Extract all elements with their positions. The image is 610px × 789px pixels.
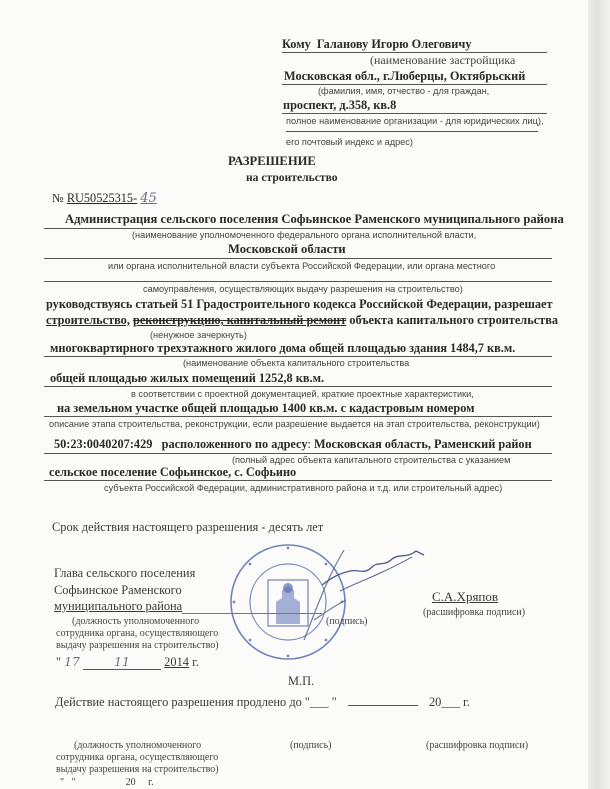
object-address-2: сельское поселение Софьинское, с. Софьино	[49, 465, 297, 479]
authority-hint-3: самоуправления, осуществляющих выдачу разрешения на строительство)	[143, 284, 463, 294]
date-month: 11	[83, 655, 161, 670]
signer-position-1: Глава сельского поселения	[54, 566, 196, 580]
signer-hint-3: выдачу разрешения на строительство)	[56, 640, 219, 651]
stage-hint: описание этапа строительства, реконструкции, если разрешение выдается на этап строительства, реконструкции)	[49, 419, 540, 429]
issue-date	[56, 655, 199, 670]
kind-kept: строительство,	[46, 313, 130, 327]
authority-hint-1: (наименование уполномоченного федерального органа исполнительной власти,	[132, 230, 477, 240]
address-hint-2: субъекта Российской Федерации, административного района и т.д. или строительный адрес)	[104, 483, 503, 493]
signer-hint-1: (должность уполномоченного	[72, 616, 200, 627]
extension-name-hint: (расшифровка подписи)	[426, 740, 529, 751]
date-suffix: г.	[192, 655, 199, 669]
rule	[282, 84, 547, 85]
title-sub: на строительство	[246, 171, 338, 184]
rule	[44, 386, 552, 387]
signer-name: С.А.Хряпов	[432, 589, 499, 604]
addressee-to	[282, 37, 471, 51]
signer-hint-2: сотрудника органа, осуществляющего	[56, 628, 219, 639]
addressee-hint-2: (фамилия, имя, отчество - для граждан,	[318, 86, 490, 96]
addressee-address-1: Московская обл., г.Люберцы, Октябрьский	[284, 69, 526, 83]
kind-tail: объекта капитального строительства	[349, 313, 558, 327]
extension-date-stub: " " 20 г.	[60, 777, 154, 788]
rule	[44, 281, 552, 282]
kind-struck: реконструкцию, капитальный ремонт	[132, 313, 347, 327]
signer-name-hint: (расшифровка подписи)	[423, 607, 526, 618]
address-hint-1: (полный адрес объекта капитального строительства с указанием	[232, 455, 511, 465]
signature-hint: (подпись)	[326, 616, 368, 627]
rule	[44, 416, 552, 417]
extension-month-field	[348, 705, 418, 706]
located-label: расположенного по адресу	[161, 437, 308, 451]
authority-name: Администрация сельского поселения Софьинское Раменского муниципального района	[65, 212, 564, 226]
rule	[44, 258, 552, 259]
document-subtitle	[246, 171, 338, 184]
title-main: РАЗРЕШЕНИЕ	[228, 154, 316, 168]
rule	[44, 356, 552, 357]
permit-number	[52, 191, 182, 207]
plot-description: на земельном участке общей площадью 1400 кв.м. с кадастровым номером	[57, 401, 475, 415]
extension-signature-hint: (подпись)	[290, 740, 332, 751]
addressee-address-2: проспект, д.358, кв.8	[283, 98, 397, 112]
number-code: RU50525315-	[66, 191, 138, 205]
rule	[286, 131, 538, 132]
signature-line	[182, 613, 322, 614]
strike-hint: (ненужное зачеркнуть)	[150, 330, 247, 340]
extension-line	[55, 695, 470, 709]
extension-hint-3: выдачу разрешения на строительство)	[56, 764, 219, 775]
construction-kind	[46, 313, 558, 327]
date-year: 2014	[164, 655, 189, 669]
rule	[44, 453, 552, 454]
handwritten-signature-icon	[320, 545, 430, 595]
extension-hint-2: сотрудника органа, осуществляющего	[56, 752, 219, 763]
rule	[282, 113, 547, 114]
extension-hint-1: (должность уполномоченного	[74, 740, 202, 751]
number-sign: №	[52, 191, 64, 205]
date-quote: "	[56, 655, 62, 669]
authority-hint-2: или органа исполнительной власти субъекта Российской Федерации, или органа местного	[108, 261, 496, 271]
authority-region: Московской области	[228, 242, 346, 256]
extension-text: Действие настоящего разрешения продлено до "___ "	[55, 695, 337, 709]
rule	[44, 480, 552, 481]
validity-text: Срок действия настоящего разрешения - десять лет	[52, 520, 324, 534]
object-address-line: 50:23:0040207:429 расположенного по адресу: Московская область, Раменский район	[54, 437, 532, 451]
scan-edge-shadow	[588, 0, 610, 789]
number-handwritten: 45	[140, 191, 157, 206]
date-day: 17	[64, 654, 80, 669]
signer-position-3: муниципального района	[54, 599, 183, 613]
object-description-2: общей площадью жилых помещений 1252,8 кв.м.	[50, 371, 325, 385]
object-address-1: Московская область, Раменский район	[313, 437, 532, 451]
document-title	[228, 154, 316, 168]
extension-year: 20___ г.	[428, 695, 470, 709]
seal-label: М.П.	[288, 674, 315, 688]
to-name: Галанову Игорю Олеговичу	[316, 37, 472, 51]
addressee-hint-1: (наименование застройщика	[370, 53, 516, 67]
rule	[44, 228, 552, 229]
object-hint: (наименование объекта капитального строительства	[183, 358, 410, 368]
basis-text: руководствуясь статьей 51 Градостроительного кодекса Российской Федерации, разрешает	[46, 297, 553, 311]
cadastral-number: 50:23:0040207:429	[54, 437, 153, 451]
object-description-1: многоквартирного трехэтажного жилого дома общей площадью здания 1484,7 кв.м.	[50, 341, 516, 355]
addressee-hint-4: его почтовый индекс и адрес)	[286, 137, 413, 147]
characteristics-hint: в соответствии с проектной документацией, краткие проектные характеристики,	[131, 389, 474, 399]
to-label: Кому	[282, 37, 311, 51]
signer-position-2: Софьинское Раменского	[54, 583, 182, 597]
addressee-hint-3: полное наименование организации - для юридических лиц),	[286, 116, 544, 126]
